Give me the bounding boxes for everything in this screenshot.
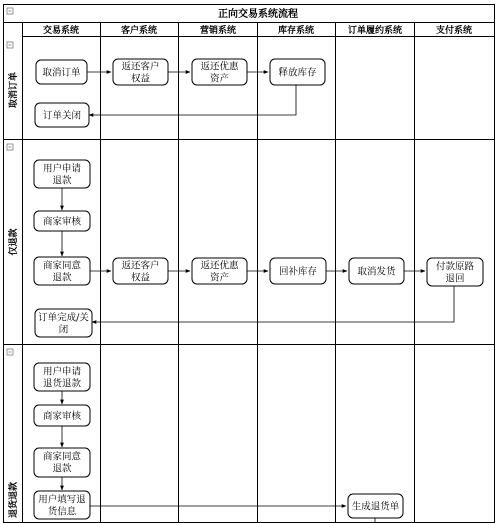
svg-text:退回: 退回	[445, 273, 465, 285]
svg-text:付款原路: 付款原路	[435, 261, 475, 273]
svg-text:订单关闭: 订单关闭	[42, 110, 82, 122]
svg-text:权益: 权益	[130, 73, 151, 85]
svg-text:返还客户: 返还客户	[121, 61, 160, 73]
node-refund-merchant-agree[interactable]	[34, 257, 90, 285]
column-header-payment: 支付系统	[435, 26, 473, 36]
node-cancel-order[interactable]	[36, 60, 87, 84]
node-cancel-return-discount-assets[interactable]	[192, 59, 247, 85]
svg-text:资产: 资产	[209, 272, 230, 284]
node-return-merchant-agree[interactable]	[34, 448, 90, 477]
svg-text:退款: 退款	[52, 272, 72, 284]
svg-text:商家审核: 商家审核	[42, 216, 82, 228]
column-header-inventory: 库存系统	[277, 26, 315, 36]
pool-collapse-icon[interactable]	[7, 8, 13, 14]
svg-text:生成退货单: 生成退货单	[351, 501, 400, 513]
svg-text:货信息: 货信息	[47, 506, 77, 518]
diagram-title: 正向交易系统流程	[218, 9, 298, 20]
node-order-closed[interactable]	[35, 103, 89, 127]
node-order-complete-closed[interactable]	[35, 309, 92, 337]
node-restock[interactable]	[270, 258, 326, 284]
svg-text:取消发货: 取消发货	[357, 266, 396, 278]
svg-text:商家同意: 商家同意	[42, 451, 82, 463]
svg-text:闭: 闭	[58, 324, 69, 336]
svg-text:退货退款: 退货退款	[42, 378, 82, 390]
node-release-stock[interactable]	[270, 59, 325, 85]
svg-text:用户申请: 用户申请	[42, 366, 82, 378]
lane-label-cancel-order: 取消订单	[9, 71, 19, 109]
column-header-marketing: 营销系统	[199, 26, 237, 36]
column-header-fulfillment: 订单履约系统	[347, 26, 403, 36]
node-cancel-shipment[interactable]	[349, 258, 404, 284]
node-return-merchant-review[interactable]	[34, 405, 90, 426]
node-payment-refund-original[interactable]	[427, 258, 483, 286]
svg-text:商家同意: 商家同意	[42, 260, 82, 272]
svg-text:释放库存: 释放库存	[278, 67, 317, 79]
svg-text:订单完成/关: 订单完成/关	[38, 312, 89, 324]
node-return-user-apply[interactable]	[34, 363, 90, 391]
svg-text:退款: 退款	[52, 463, 72, 475]
svg-text:用户填写退: 用户填写退	[38, 494, 86, 506]
svg-text:回补库存: 回补库存	[278, 266, 318, 278]
node-refund-return-discount-assets[interactable]	[192, 258, 247, 284]
svg-text:权益: 权益	[130, 272, 151, 284]
node-refund-user-apply[interactable]	[34, 160, 90, 188]
node-cancel-return-customer-rights[interactable]	[113, 59, 168, 85]
svg-text:取消订单: 取消订单	[42, 67, 81, 79]
column-header-customer: 客户系统	[120, 26, 158, 36]
svg-text:返还客户: 返还客户	[121, 260, 160, 272]
node-refund-merchant-review[interactable]	[34, 211, 90, 231]
lane-collapse-icon-refund[interactable]	[7, 144, 13, 150]
svg-text:商家审核: 商家审核	[42, 411, 82, 422]
lane-collapse-icon-cancel[interactable]	[7, 42, 13, 48]
svg-text:退款: 退款	[52, 175, 72, 187]
node-generate-return-bill[interactable]	[348, 494, 403, 518]
svg-text:用户申请: 用户申请	[42, 163, 82, 175]
lane-collapse-icon-return[interactable]	[7, 349, 13, 355]
node-refund-return-customer-rights[interactable]	[113, 258, 168, 284]
svg-text:返还优惠: 返还优惠	[200, 260, 239, 272]
svg-text:返还优惠: 返还优惠	[200, 61, 239, 73]
svg-text:资产: 资产	[209, 73, 230, 85]
node-user-fill-return-info[interactable]	[34, 491, 90, 519]
lane-label-refund-only: 仅退款	[9, 228, 19, 256]
lane-label-return-refund: 退货退款	[9, 481, 19, 519]
column-header-trade: 交易系统	[42, 26, 80, 36]
